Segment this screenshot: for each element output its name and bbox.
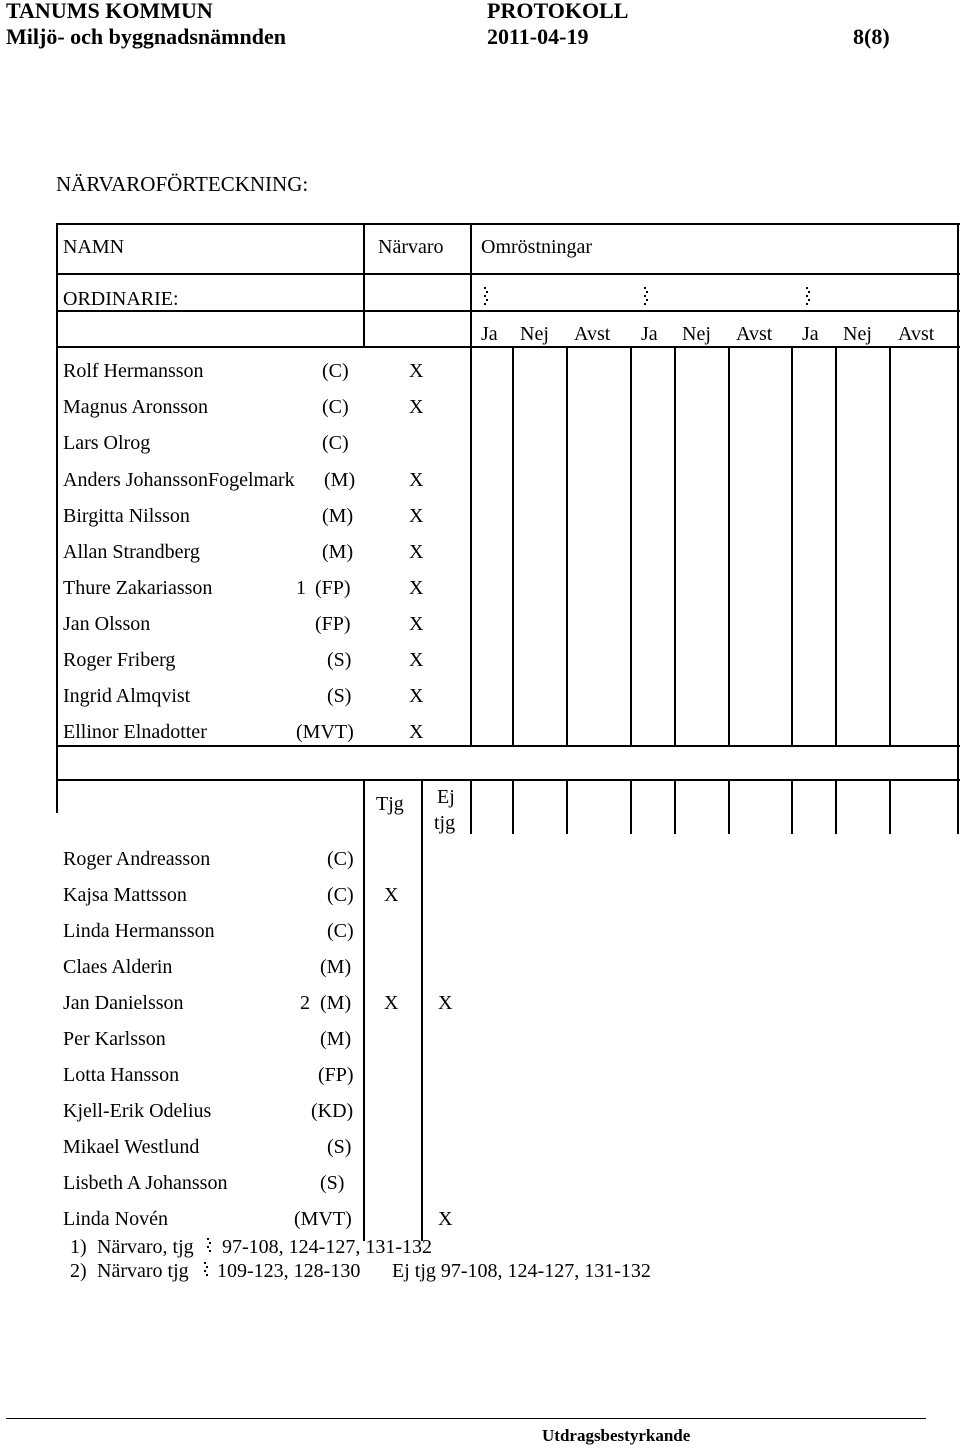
table-row-ej-tjg: X	[438, 992, 453, 1014]
table-row-name: Birgitta Nilsson	[63, 505, 190, 527]
table-row-name: Claes Alderin	[63, 956, 173, 978]
table-row-ej-tjg: X	[438, 1208, 453, 1230]
table-row-party: (M)	[320, 1028, 352, 1050]
table-row-party: (M)	[322, 541, 354, 563]
vote-header-ja-2: Ja	[641, 323, 658, 345]
table-row-tjg: X	[384, 992, 399, 1014]
table-row-party: (S)	[327, 1136, 352, 1158]
footnote-number: 2)	[70, 1260, 87, 1282]
table-row-party: (KD)	[311, 1100, 354, 1122]
meeting-date: 2011-04-19	[487, 24, 589, 49]
table-row-party: (S)	[327, 685, 352, 707]
table-row-name: Kjell-Erik Odelius	[63, 1100, 212, 1122]
footnote-number: 1)	[70, 1236, 87, 1258]
page-number: 8(8)	[853, 24, 890, 49]
table-row-presence: X	[409, 685, 424, 707]
footnote-text: Närvaro, tjg	[97, 1236, 194, 1258]
committee-name: Miljö- och byggnadsnämnden	[6, 24, 286, 49]
table-row-name: Jan Olsson	[63, 613, 151, 635]
table-row-party: (S)	[327, 649, 352, 671]
table-row-name: Linda Novén	[63, 1208, 168, 1230]
table-row-presence: X	[409, 360, 424, 382]
table-row-party: (MVT)	[294, 1208, 352, 1230]
table-row-party: (FP)	[315, 577, 351, 599]
table-row-name: Jan Danielsson	[63, 992, 184, 1014]
table-row-party: (FP)	[318, 1064, 354, 1086]
col-presence-header: Närvaro	[378, 236, 444, 258]
table-row-name: Linda Hermansson	[63, 920, 215, 942]
table-row-presence: X	[409, 577, 424, 599]
table-row-note: 2	[300, 992, 310, 1014]
col-ej-tjg-header-line1: Ej	[437, 786, 455, 808]
table-row-party: (C)	[327, 848, 354, 870]
table-row-presence: X	[409, 469, 424, 491]
table-row-presence: X	[409, 613, 424, 635]
vote-header-ja-1: Ja	[481, 323, 498, 345]
table-row-party: (C)	[327, 920, 354, 942]
vote-header-avst-2: Avst	[736, 323, 773, 345]
org-name: TANUMS KOMMUN	[6, 0, 213, 23]
table-row-party: (M)	[322, 505, 354, 527]
table-row-name: Lotta Hansson	[63, 1064, 180, 1086]
table-row-party: (FP)	[315, 613, 351, 635]
vote-header-avst-3: Avst	[898, 323, 935, 345]
table-row-presence: X	[409, 396, 424, 418]
table-row-name: Roger Friberg	[63, 649, 176, 671]
col-ej-tjg-header-line2: tjg	[434, 812, 456, 834]
table-row-party: (M)	[320, 956, 352, 978]
table-row-party: (C)	[322, 396, 349, 418]
table-row-party: (S)	[320, 1172, 345, 1194]
table-row-name: Anders JohanssonFogelmark	[63, 469, 295, 491]
col-name-header: NAMN	[63, 236, 125, 258]
vote-header-nej-2: Nej	[682, 323, 711, 345]
table-row-name: Kajsa Mattsson	[63, 884, 187, 906]
table-row-tjg: X	[384, 884, 399, 906]
table-row-party: (M)	[320, 992, 352, 1014]
table-row-name: Thure Zakariasson	[63, 577, 213, 599]
table-row-name: Roger Andreasson	[63, 848, 211, 870]
vote-header-nej-1: Nej	[520, 323, 549, 345]
table-row-party: (C)	[327, 884, 354, 906]
col-votes-header: Omröstningar	[481, 236, 593, 258]
footnote-ranges: 109-123, 128-130	[217, 1260, 361, 1282]
col-tjg-header: Tjg	[376, 793, 404, 815]
table-row-note: 1	[296, 577, 306, 599]
table-row-name: Allan Strandberg	[63, 541, 200, 563]
footnote-ranges: 97-108, 124-127, 131-132	[222, 1236, 432, 1258]
vote-header-nej-3: Nej	[843, 323, 872, 345]
footer-label: Utdragsbestyrkande	[542, 1426, 691, 1445]
table-row-name: Mikael Westlund	[63, 1136, 200, 1158]
table-row-presence: X	[409, 649, 424, 671]
table-row-name: Lars Olrog	[63, 432, 151, 454]
vote-header-ja-3: Ja	[802, 323, 819, 345]
table-row-name: Rolf Hermansson	[63, 360, 204, 382]
table-row-presence: X	[409, 505, 424, 527]
table-row-presence: X	[409, 721, 424, 743]
table-row-name: Per Karlsson	[63, 1028, 166, 1050]
table-row-name: Lisbeth A Johansson	[63, 1172, 228, 1194]
table-row-party: (C)	[322, 360, 349, 382]
footnote-text: Närvaro tjg	[97, 1260, 189, 1282]
vote-header-avst-1: Avst	[574, 323, 611, 345]
table-row-party: (M)	[324, 469, 356, 491]
table-row-name: Magnus Aronsson	[63, 396, 209, 418]
doc-type: PROTOKOLL	[487, 0, 629, 23]
page-title: NÄRVAROFÖRTECKNING:	[56, 172, 309, 196]
table-row-party: (MVT)	[296, 721, 354, 743]
section-ordinary: ORDINARIE:	[63, 288, 179, 310]
table-row-party: (C)	[322, 432, 349, 454]
table-row-presence: X	[409, 541, 424, 563]
table-row-name: Ellinor Elnadotter	[63, 721, 207, 743]
footnote-extra: Ej tjg 97-108, 124-127, 131-132	[392, 1260, 651, 1282]
table-row-name: Ingrid Almqvist	[63, 685, 191, 707]
